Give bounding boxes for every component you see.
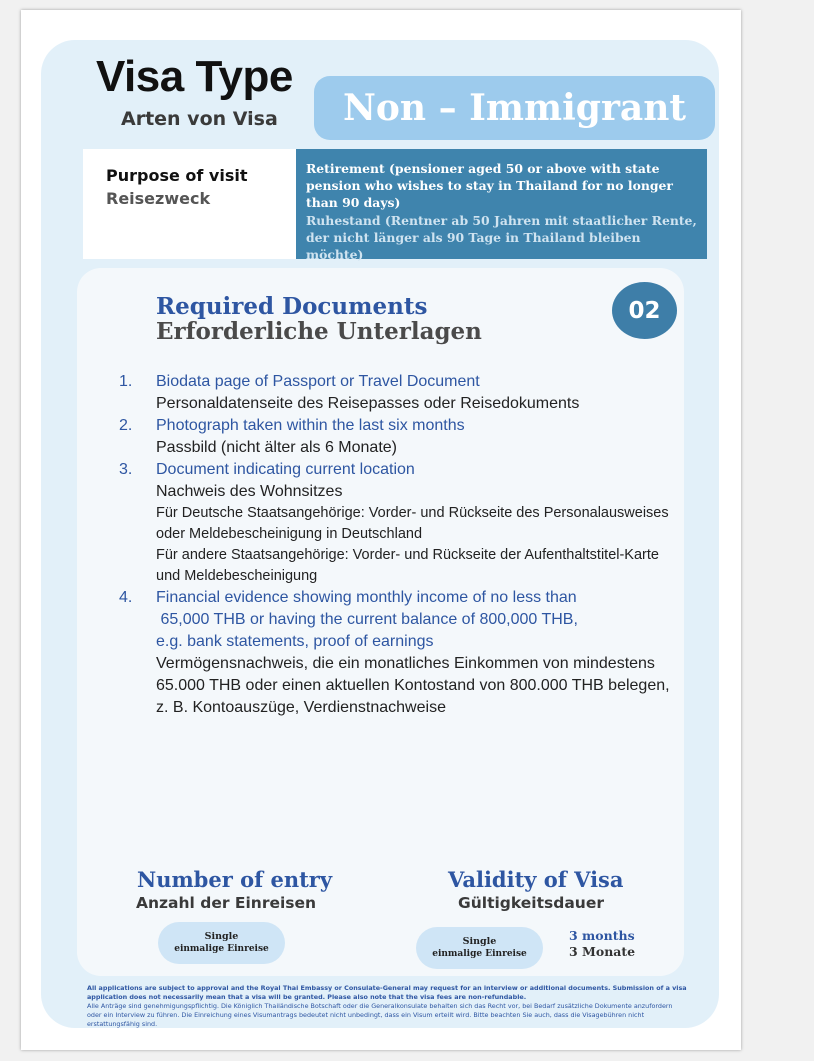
purpose-label-german: Reisezweck [106,189,211,208]
entry-heading-german: Anzahl der Einreisen [136,894,317,912]
disclaimer-english: All applications are subject to approval and the Royal Thai Embassy or Consulate-General may request for an interview or additional documents. Submission of a visa application does not necessarily mean that a visa will be granted. Please also note that the visa fees are non-refundable. [87,984,687,1001]
page-subtitle: Arten von Visa [121,108,278,130]
documents-list [119,371,679,719]
validity-duration [569,928,635,960]
validity-duration-english: 3 months [569,928,635,943]
list-item-number: 3. [119,461,133,478]
disclaimer-footer [87,984,687,1029]
validity-heading-german: Gültigkeitsdauer [458,894,604,912]
documents-heading-german: Erforderliche Unterlagen [156,318,482,345]
purpose-detail-box [296,149,707,262]
list-item [119,415,679,459]
entry-heading: Number of entry [137,867,333,892]
list-item-number: 2. [119,417,133,434]
entry-value-german: einmalige Einreise [174,944,269,954]
list-item-english: Photograph taken within the last six months [156,417,465,434]
list-item-english: Document indicating current location [156,461,415,478]
purpose-detail-english: Retirement (pensioner aged 50 or above with state pension who wishes to stay in Thailand for no longer than 90 days) [306,161,673,210]
list-item-note-german-nationals: Für Deutsche Staatsangehörige: Vorder- und Rückseite des Personalausweises oder Meldebescheinigung in Deutschland [156,505,669,542]
list-item-number: 4. [119,589,133,606]
page-title: Visa Type [96,52,293,101]
disclaimer-german: Alle Anträge sind genehmigungspflichtig. Die Königlich Thailändische Botschaft oder die Generalkonsulate behalten sich das Recht vor, bei Bedarf zusätzliche Dokumente anzufordern oder ein Interview zu führen. Die Einreichung eines Visumantrags bedeutet nicht unbedingt, dass ein Visum erteilt wird. Bitte beachten Sie auch, dass die Visagebühren nicht erstattungsfähig sind. [87,1002,673,1028]
validity-heading: Validity of Visa [448,867,624,892]
list-item-german: Nachweis des Wohnsitzes [156,483,343,500]
list-item-german: Passbild (nicht älter als 6 Monate) [156,439,397,456]
section-number-badge: 02 [612,282,677,339]
validity-chip-value-german: einmalige Einreise [432,949,527,959]
purpose-detail-german: Ruhestand (Rentner ab 50 Jahren mit staatlicher Rente, der nicht länger als 90 Tage in Thailand bleiben möchte) [306,213,697,262]
list-item-english-line: 65,000 THB or having the current balance of 800,000 THB, [156,611,578,628]
entry-value: Single [204,931,239,942]
entry-value-chip [158,922,285,964]
list-item-german: Personaldatenseite des Reisepasses oder Reisedokuments [156,395,580,412]
list-item [119,587,679,719]
list-item-english: Biodata page of Passport or Travel Document [156,373,480,390]
list-item-english-line: e.g. bank statements, proof of earnings [156,633,434,650]
viewer-scrollbar[interactable] [804,0,814,1061]
list-item [119,459,679,587]
purpose-label: Purpose of visit [106,166,248,185]
validity-duration-german: 3 Monate [569,944,636,959]
list-item-note-other-nationals: Für andere Staatsangehörige: Vorder- und Rückseite der Aufenthaltstitel-Karte und Meldebescheinigung [156,547,659,584]
validity-chip-value: Single [462,936,497,947]
list-item-number: 1. [119,373,133,390]
documents-heading: Required Documents [156,293,428,320]
list-item-english-line: Financial evidence showing monthly income of no less than [156,589,577,606]
list-item-german: Vermögensnachweis, die ein monatliches Einkommen von mindestens 65.000 THB oder einen aktuellen Kontostand von 800.000 THB belegen, z. B. Kontoauszüge, Verdienstnachweise [156,655,670,716]
visa-category-banner: Non – Immigrant [314,76,715,140]
list-item [119,371,679,415]
validity-entry-chip [416,927,543,969]
